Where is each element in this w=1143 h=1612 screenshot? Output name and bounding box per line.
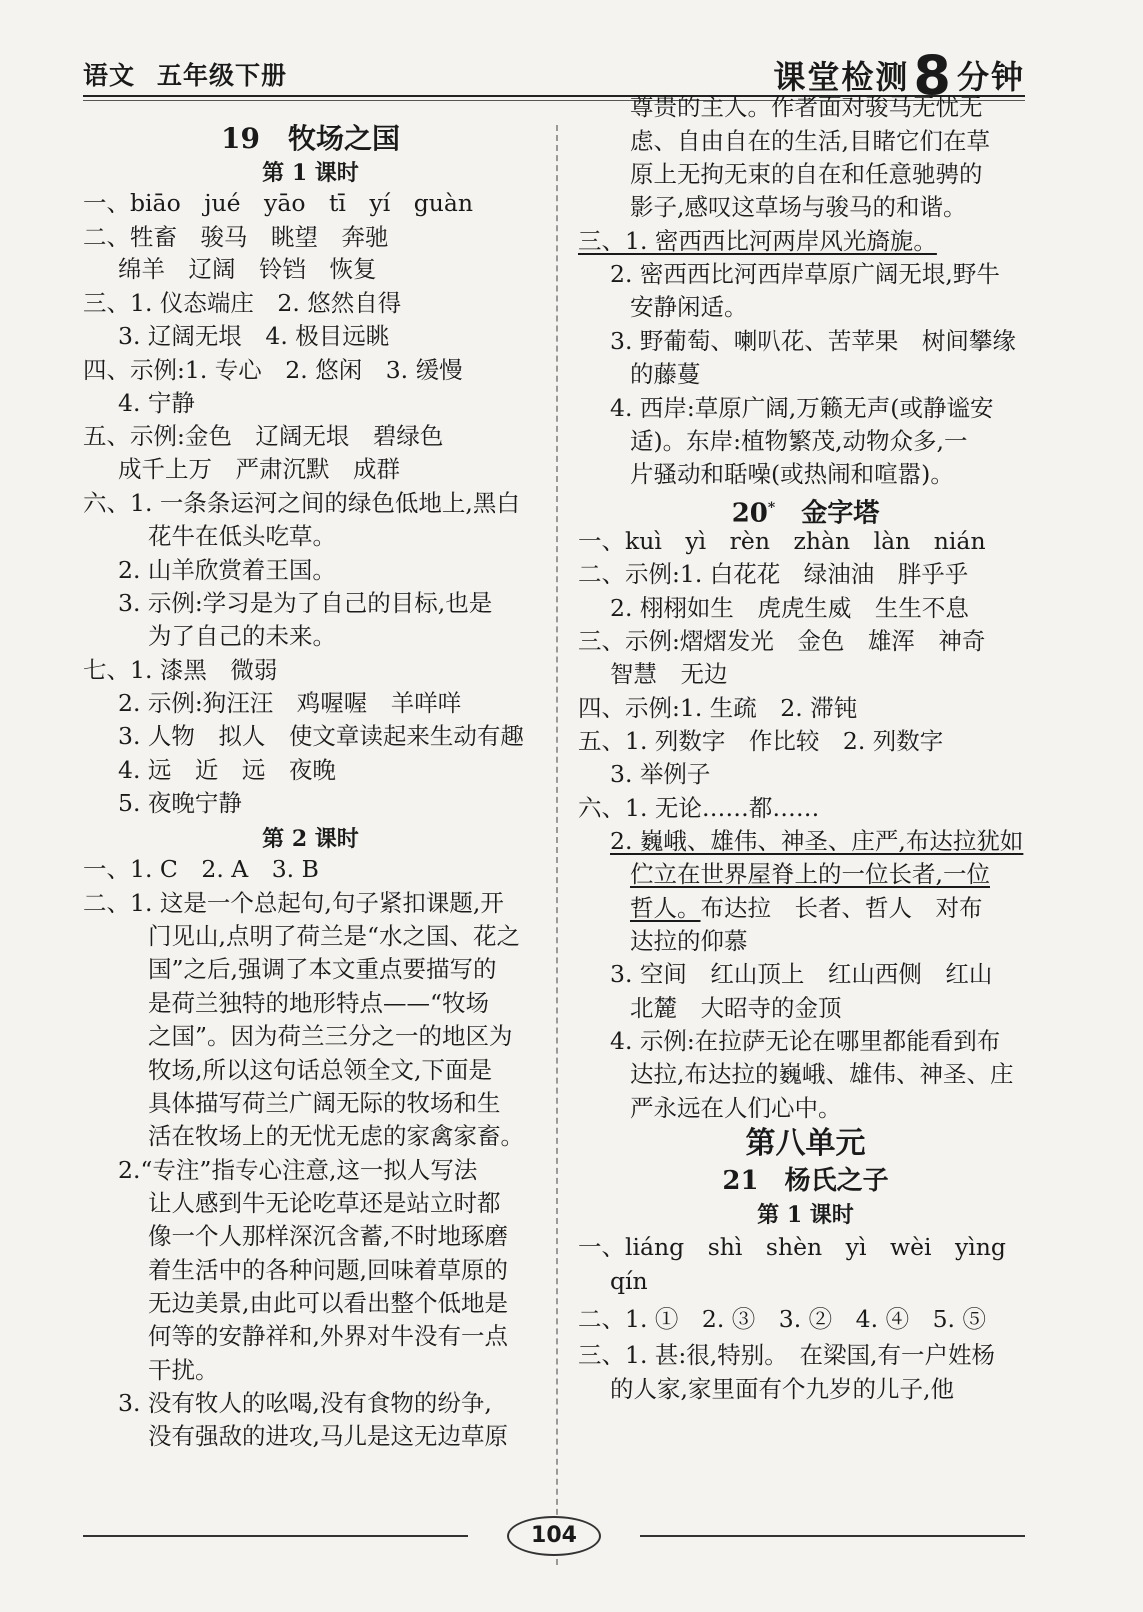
answer-line: 国”之后,强调了本文重点要描写的 [148, 955, 497, 983]
answer-line: 活在牧场上的无忧无虑的家禽家畜。 [148, 1122, 524, 1150]
answer-line: 让人感到牛无论吃草还是站立时都 [148, 1189, 501, 1217]
answer-line: 达拉的仰慕 [630, 927, 748, 955]
answer-line: 4. 西岸:草原广阔,万籁无声(或静谧安 [610, 394, 994, 422]
answer-line: 三、示例:熠熠发光 金色 雄浑 神奇 [578, 627, 986, 655]
column-divider [556, 125, 558, 1565]
answer-line: 原上无拘无束的自在和任意驰骋的 [630, 160, 983, 188]
answer-line: 3. 示例:学习是为了自己的目标,也是 [118, 589, 493, 617]
subject-label: 语文 [83, 61, 136, 90]
lesson-period: 第 2 课时 [262, 826, 359, 852]
answer-line: 二、牲畜 骏马 眺望 奔驰 [83, 223, 389, 251]
answer-line: 七、1. 漆黑 微弱 [83, 656, 278, 684]
answer-line: qín [610, 1267, 648, 1295]
answer-line: 着生活中的各种问题,回味着草原的 [148, 1256, 508, 1284]
answer-line: 一、kuì yì rèn zhàn làn nián [578, 527, 986, 555]
unit-title: 第八单元 [745, 1126, 866, 1161]
answer-line: 何等的安静祥和,外界对牛没有一点 [148, 1322, 508, 1350]
answer-line: 适)。东岸:植物繁茂,动物众多,一 [630, 427, 968, 455]
answer-line: 3. 辽阔无垠 4. 极目远眺 [118, 322, 390, 350]
answer-line: 一、1. C 2. A 3. B [83, 855, 319, 883]
answer-line: 4. 示例:在拉萨无论在哪里都能看到布 [610, 1027, 1001, 1055]
answer-line: 尊贵的主人。作者面对骏马无忧无 [630, 93, 983, 121]
answer-line: 没有强敌的进攻,马儿是这无边草原 [148, 1422, 508, 1450]
lesson-name: 金字塔 [801, 498, 880, 529]
brand-title [773, 44, 1025, 107]
answer-line: 安静闲适。 [630, 293, 748, 321]
lesson-period: 第 1 课时 [262, 160, 359, 186]
answer-line: 为了自己的未来。 [148, 622, 336, 650]
answer-line: 2. 山羊欣赏着王国。 [118, 556, 336, 584]
brand-pre: 课堂检测 [773, 58, 910, 96]
footer-rule-left [83, 1535, 468, 1537]
answer-line: 五、示例:金色 辽阔无垠 碧绿色 [83, 422, 444, 450]
answer-line: 5. 夜晚宁静 [118, 789, 242, 817]
answer-text: 布达拉 长者、哲人 对布 [700, 894, 983, 922]
answer-line: 二、1. ① 2. ③ 3. ② 4. ④ 5. ⑤ [578, 1305, 986, 1333]
grade-label: 五年级下册 [157, 61, 288, 90]
answer-line: 一、liáng shì shèn yì wèi yìng [578, 1233, 1006, 1261]
answer-line: 3. 举例子 [610, 760, 711, 788]
answer-line: 4. 宁静 [118, 389, 195, 417]
answer-line: 三、1. 密西西比河两岸风光旖旎。 [578, 227, 937, 255]
answer-line: 四、示例:1. 专心 2. 悠闲 3. 缓慢 [83, 356, 463, 384]
underlined-text: 哲人。 [630, 894, 701, 922]
lesson-number: 20 [731, 498, 768, 529]
answer-line: 智慧 无边 [610, 660, 728, 688]
answer-line: 2. 密西西比河西岸草原广阔无垠,野牛 [610, 260, 1000, 288]
lesson-period: 第 1 课时 [757, 1202, 854, 1228]
answer-line: 干扰。 [148, 1356, 219, 1384]
answer-line: 3. 没有牧人的吆喝,没有食物的纷争, [118, 1389, 492, 1417]
answer-line: 北麓 大昭寺的金顶 [630, 994, 842, 1022]
page-footer [83, 1516, 1025, 1556]
answer-line: 四、示例:1. 生疏 2. 滞钝 [578, 694, 858, 722]
answer-line: 的人家,家里面有个九岁的儿子,他 [610, 1375, 954, 1403]
answer-line: 3. 空间 红山顶上 红山西侧 红山 [610, 960, 993, 988]
lesson-star: * [767, 500, 776, 516]
answer-line: 之国”。因为荷兰三分之一的地区为 [148, 1022, 513, 1050]
answer-line: 像一个人那样深沉含蓄,不时地琢磨 [148, 1222, 508, 1250]
lesson-title: 19 牧场之国 [221, 122, 400, 155]
answer-line: 牧场,所以这句话总领全文,下面是 [148, 1056, 492, 1084]
answer-line: 无边美景,由此可以看出整个低地是 [148, 1289, 508, 1317]
answer-line: 片骚动和聒噪(或热闹和喧嚣)。 [630, 460, 954, 488]
footer-rule-right [640, 1535, 1025, 1537]
answer-line [630, 893, 983, 923]
answer-line: 六、1. 无论……都…… [578, 794, 820, 822]
answer-line: 花牛在低头吃草。 [148, 522, 336, 550]
answer-line: 3. 野葡萄、喇叭花、苦苹果 树间攀缘 [610, 327, 1016, 355]
answer-line: 3. 人物 拟人 使文章读起来生动有趣 [118, 722, 524, 750]
answer-line: 门见山,点明了荷兰是“水之国、花之 [148, 922, 520, 950]
answer-line: 三、1. 仪态端庄 2. 悠然自得 [83, 289, 402, 317]
answer-line: 2. 示例:狗汪汪 鸡喔喔 羊咩咩 [118, 689, 462, 717]
answer-line: 虑、自由自在的生活,目睹它们在草 [630, 127, 990, 155]
answer-line: 2. 栩栩如生 虎虎生威 生生不息 [610, 594, 969, 622]
lesson-title: 21 杨氏之子 [722, 1166, 889, 1196]
answer-line: 一、biāo jué yāo tī yí guàn [83, 189, 474, 217]
page-number: 104 [507, 1516, 601, 1556]
answer-line: 2. 巍峨、雄伟、神圣、庄严,布达拉犹如 [610, 827, 1024, 855]
answer-line: 严永远在人们心中。 [630, 1094, 842, 1122]
answer-line: 三、1. 甚:很,特别。 在梁国,有一户姓杨 [578, 1341, 995, 1369]
answer-line: 是荷兰独特的地形特点——“牧场 [148, 989, 490, 1017]
answer-line: 具体描写荷兰广阔无际的牧场和生 [148, 1089, 501, 1117]
brand-number: 8 [913, 44, 953, 107]
answer-line: 4. 远 近 远 夜晚 [118, 756, 336, 784]
answer-line: 绵羊 辽阔 铃铛 恢复 [118, 255, 377, 283]
answer-line: 成千上万 严肃沉默 成群 [118, 455, 400, 483]
answer-line: 二、1. 这是一个总起句,句子紧扣课题,开 [83, 889, 504, 917]
answer-line: 的藤蔓 [630, 360, 701, 388]
answer-line: 二、示例:1. 白花花 绿油油 胖乎乎 [578, 560, 969, 588]
answer-line: 六、1. 一条条运河之间的绿色低地上,黑白 [83, 489, 520, 517]
answer-line: 五、1. 列数字 作比较 2. 列数字 [578, 727, 944, 755]
answer-line: 达拉,布达拉的巍峨、雄伟、神圣、庄 [630, 1060, 1014, 1088]
answer-line: 伫立在世界屋脊上的一位长者,一位 [630, 860, 990, 888]
subject-grade [83, 56, 287, 92]
lesson-title [578, 493, 1033, 529]
brand-post: 分钟 [956, 58, 1025, 96]
answer-line: 影子,感叹这草场与骏马的和谐。 [630, 193, 967, 221]
answer-line: 2.“专注”指专心注意,这一拟人写法 [118, 1156, 478, 1184]
